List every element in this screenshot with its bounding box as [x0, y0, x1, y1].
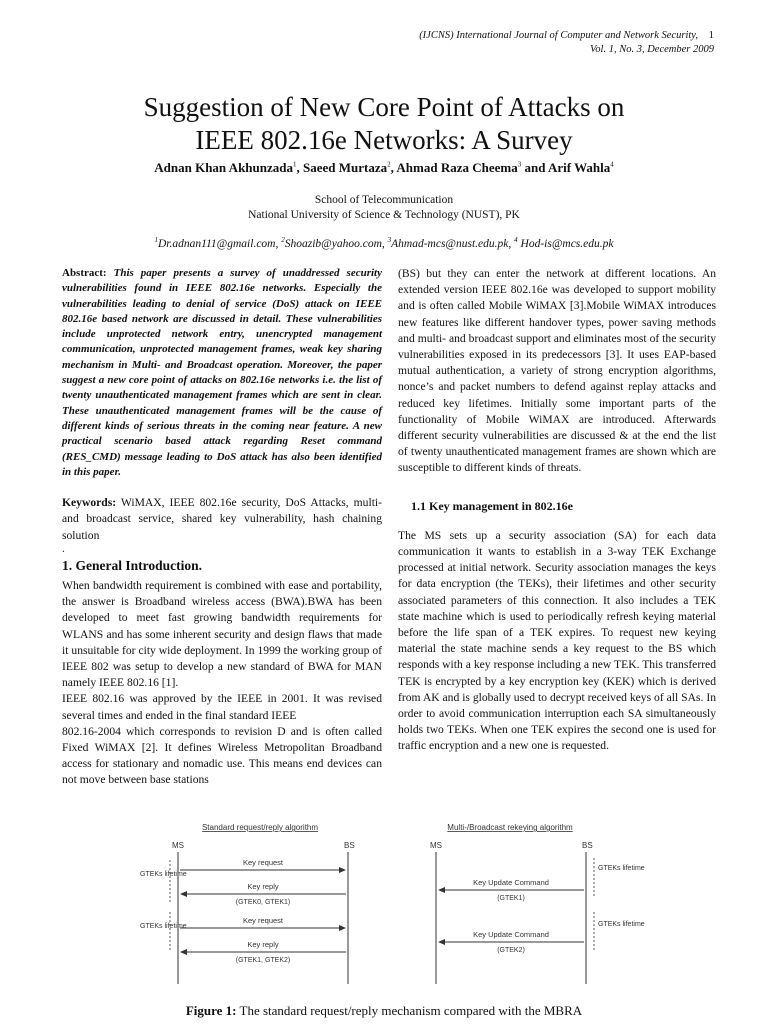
- author-separator: ,: [296, 160, 303, 175]
- left-lifetime-label-2: GTEKs lifetime: [140, 923, 187, 930]
- left-ms-label: MS: [172, 841, 184, 850]
- keywords-label: Keywords:: [62, 496, 117, 510]
- author-name: Adnan Khan Akhunzada: [154, 160, 293, 175]
- right-msg-key-update-2-sub: (GTEK2): [497, 947, 525, 954]
- paragraph: (BS) but they can enter the network at different locations. An extended version IEEE 802.16e was developed to support mobility and is often called Mobile WiMAX [3].Mobile WiMAX introduces new features like different handover types, power saving methods and multi- and broadcast support and eliminates most of the security vulnerabilities exposed in its predecessors [3]. It uses EAP-based mutual authentication, a variety of strong encryption algorithms, nonce’s and packet numbers to defend against replay attacks and reduced key lifetimes. Initially some important parts of the functionality of Mobile WiMAX are introduced. Afterwards different security vulnerabilities are discussed & at the end the list of twenty unauthenticated management frames are shown which are susceptible to different kinds of threats.: [398, 267, 716, 475]
- email-link[interactable]: Ahmad-mcs@nust.edu.pk,: [391, 237, 515, 250]
- right-msg-key-update-2: Key Update Command: [473, 930, 549, 939]
- author-list: [0, 160, 768, 176]
- author-name: Ahmad Raza Cheema: [396, 160, 518, 175]
- abstract-label: Abstract:: [62, 267, 107, 279]
- right-bs-label: BS: [582, 841, 593, 850]
- email-link[interactable]: Shoazib@yahoo.com,: [284, 237, 388, 250]
- left-msg-key-reply-sub: (GTEK0, GTEK1): [235, 899, 291, 906]
- stray-dot: .: [62, 541, 65, 555]
- figure-caption: [0, 1003, 768, 1019]
- right-column: [398, 266, 716, 755]
- affiliation-university: National University of Science & Technology (NUST), PK: [248, 209, 520, 221]
- author-emails: [0, 236, 768, 250]
- right-lifetime-label: GTEKs lifetime: [598, 865, 645, 872]
- abstract-text: This paper presents a survey of unaddressed security vulnerabilities found in IEEE 802.16e networks. Especially the vulnerabilities leading to denial of service (DoS) attack on IEEE 802.16e based network are discussed in detail. These vulnerabilities include unprotected network entry, unencrypted management communication, unprotected management frames, weak key sharing mechanism in Multi- and Broadcast operation. Moreover, the paper suggest a new core point of attacks on 802.16e networks i.e. the list of twenty unauthenticated management frames which are sent in clear. These unauthenticated management frames will be the cause of different kinds of serious threats in the coming near feature. A new practical scenario based attack regarding Reset command (RES_CMD) message leading to DoS attack has also been identified in this paper.: [62, 267, 382, 478]
- title-line-1: Suggestion of New Core Point of Attacks on: [143, 92, 625, 122]
- subsection-heading: 1.1 Key management in 802.16e: [411, 498, 573, 513]
- right-msg-key-update-1: Key Update Command: [473, 878, 549, 887]
- journal-name: (IJCNS) International Journal of Computer and Network Security,: [419, 30, 698, 41]
- left-diagram-title: Standard request/reply algorithm: [201, 823, 319, 832]
- email-link[interactable]: Hod-is@mcs.edu.pk: [517, 237, 614, 250]
- figure-1: [140, 818, 645, 988]
- paragraph: When bandwidth requirement is combined with ease and portability, the answer is Broadband wireless access (BWA).BWA has been developed to meet fast growing bandwidth requirements for WLANS and has some inherent security and design flaws that made it unsuitable for city wide deployment. In 1999 the working group of IEEE 802 was setup to develop a new standard of BWA for MAN namely IEEE 802.16 [1].: [62, 578, 382, 690]
- keywords-text: WiMAX, IEEE 802.16e security, DoS Attacks, multi- and broadcast service, shared key vulnerability, hash chaining solution: [62, 496, 382, 542]
- right-diagram-title: Multi-/Broadcast rekeying algorithm: [447, 823, 573, 832]
- email-sup: 3: [387, 236, 392, 244]
- left-msg-key-request-2: Key request: [242, 916, 284, 925]
- paragraph: 802.16-2004 which corresponds to revision D and is often called Fixed WiMAX [2]. It defines Wireless Metropolitan Broadband access for stationary and nomadic use. This means end devices can not move between base stations: [62, 724, 382, 787]
- email-sup: 4: [514, 236, 518, 244]
- affiliation: [0, 193, 768, 223]
- affiliation-school: School of Telecommunication: [314, 194, 454, 206]
- left-msg-key-request: Key request: [242, 858, 284, 867]
- title-line-2: IEEE 802.16e Networks: A Survey: [195, 125, 573, 155]
- right-lifetime-label-2: GTEKs lifetime: [598, 921, 645, 928]
- right-msg-key-update-1-sub: (GTEK1): [497, 895, 525, 902]
- author-name: Arif Wahla: [548, 160, 611, 175]
- author-separator: and: [521, 160, 548, 175]
- author-name: Saeed Murtaza: [303, 160, 388, 175]
- journal-header: [419, 29, 714, 57]
- email-link[interactable]: Dr.adnan111@gmail.com,: [158, 237, 282, 250]
- paragraph: IEEE 802.16 was approved by the IEEE in 2001. It was revised several times and ended in the final standard IEEE: [62, 692, 382, 722]
- email-sup: 1: [154, 236, 158, 244]
- left-lifetime-label: GTEKs lifetime: [140, 871, 187, 878]
- figure-caption-text: The standard request/reply mechanism compared with the MBRA: [236, 1003, 583, 1018]
- email-sup: 2: [281, 236, 285, 244]
- paper-title: [0, 91, 768, 157]
- left-column: [62, 266, 382, 789]
- abstract: [62, 266, 382, 480]
- author-separator: ,: [390, 160, 397, 175]
- paragraph: The MS sets up a security association (SA) for each data communication it wants to establish in a 3-way TEK Exchange processed at initial network. Security association manages the keys for data encryption (the TEKs), their lifetimes and other security associated parameters of this connection. It also includes a TEK state machine which is used to periodically refresh keying material before the life span of a TEK expires. To request new keying material the state machine sends a key request to the BS which responds with a key response including a new TEK. This transferred TEK is encrypted by a key encryption key (KEK) which is derived from AK and is globally used to decrypt received keys of all SAs. In order to avoid communication interruption each SA simultaneously holds two TEKs. When one TEK expires the second one is used for traffic encryption and a new one is requested.: [398, 528, 716, 753]
- section-heading: 1. General Introduction.: [62, 557, 203, 573]
- figure-caption-label: Figure 1:: [185, 1003, 237, 1018]
- author-sup: 3: [517, 160, 522, 169]
- keywords: [62, 495, 382, 544]
- right-ms-label: MS: [430, 841, 442, 850]
- left-msg-key-reply-2-sub: (GTEK1, GTEK2): [235, 957, 291, 964]
- figure-diagram: [140, 818, 645, 988]
- author-sup: 2: [387, 160, 391, 169]
- standard-request-reply-diagram: [140, 823, 355, 984]
- left-msg-key-reply: Key reply: [247, 882, 279, 891]
- page-number: 1: [708, 29, 714, 41]
- left-msg-key-reply-2: Key reply: [247, 940, 279, 949]
- author-sup: 1: [293, 160, 297, 169]
- author-sup: 4: [610, 160, 614, 169]
- left-bs-label: BS: [344, 841, 355, 850]
- multi-broadcast-rekeying-diagram: [430, 823, 645, 984]
- journal-volume: Vol. 1, No. 3, December 2009: [590, 44, 714, 55]
